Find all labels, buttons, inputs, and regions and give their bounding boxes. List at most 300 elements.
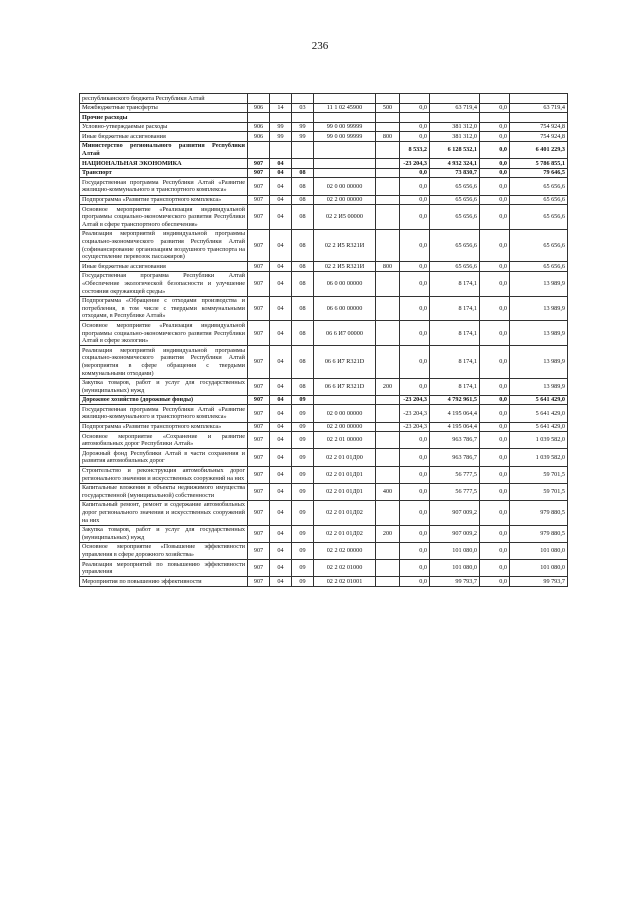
cell-subsection-code: [292, 159, 314, 169]
table-row: [80, 296, 568, 321]
cell-target-article-code: 06 6 И7 R321D: [314, 378, 376, 395]
cell-expense-type-code: 400: [376, 483, 400, 500]
row-name: Транспорт: [80, 168, 248, 178]
cell-section-code: [270, 113, 292, 123]
cell-amount-change-2: 0,0: [480, 229, 510, 261]
cell-target-article-code: 02 2 И5 R321И: [314, 229, 376, 261]
cell-amount-year-2: 754 924,8: [510, 122, 568, 132]
cell-amount-change: 0,0: [400, 178, 430, 195]
cell-amount-change-2: 0,0: [480, 178, 510, 195]
cell-ministry-code: 907: [248, 483, 270, 500]
cell-amount-year-2: 65 656,6: [510, 205, 568, 230]
cell-amount-change-2: 0,0: [480, 449, 510, 466]
cell-amount-change-2: 0,0: [480, 405, 510, 422]
cell-section-code: 04: [270, 159, 292, 169]
cell-subsection-code: 99: [292, 132, 314, 142]
cell-target-article-code: 99 0 00 99999: [314, 132, 376, 142]
cell-expense-type-code: [376, 422, 400, 432]
cell-amount-year-1: 381 312,0: [430, 132, 480, 142]
cell-section-code: 04: [270, 229, 292, 261]
row-name: Капитальный ремонт, ремонт и содержание автомобильных дорог регионального значения и искусственных сооружений на них: [80, 500, 248, 525]
cell-amount-year-1: 963 786,7: [430, 449, 480, 466]
cell-amount-year-2: 6 401 229,3: [510, 141, 568, 158]
cell-expense-type-code: [376, 321, 400, 346]
cell-amount-change-2: 0,0: [480, 378, 510, 395]
cell-amount-change: 0,0: [400, 229, 430, 261]
cell-expense-type-code: [376, 395, 400, 405]
cell-section-code: 99: [270, 122, 292, 132]
cell-amount-change: 0,0: [400, 449, 430, 466]
cell-expense-type-code: [376, 432, 400, 449]
cell-ministry-code: 907: [248, 432, 270, 449]
table-row: [80, 178, 568, 195]
cell-subsection-code: 09: [292, 466, 314, 483]
cell-amount-change-2: 0,0: [480, 422, 510, 432]
cell-subsection-code: [292, 94, 314, 104]
table-row: [80, 168, 568, 178]
cell-amount-change-2: 0,0: [480, 103, 510, 113]
cell-subsection-code: 08: [292, 195, 314, 205]
cell-amount-year-2: 65 656,6: [510, 178, 568, 195]
cell-target-article-code: [314, 395, 376, 405]
cell-target-article-code: 06 6 И7 00000: [314, 321, 376, 346]
cell-expense-type-code: [376, 195, 400, 205]
cell-subsection-code: 09: [292, 542, 314, 559]
cell-subsection-code: 09: [292, 422, 314, 432]
cell-amount-change: [400, 94, 430, 104]
cell-ministry-code: [248, 113, 270, 123]
cell-subsection-code: 09: [292, 432, 314, 449]
cell-section-code: 04: [270, 395, 292, 405]
cell-ministry-code: 907: [248, 205, 270, 230]
cell-amount-change: 0,0: [400, 103, 430, 113]
row-name: Подпрограмма «Развитие транспортного комплекса»: [80, 422, 248, 432]
cell-amount-year-1: [430, 94, 480, 104]
cell-amount-change-2: 0,0: [480, 122, 510, 132]
row-name: Закупка товаров, работ и услуг для государственных (муниципальных) нужд: [80, 378, 248, 395]
cell-expense-type-code: [376, 205, 400, 230]
table-row: [80, 378, 568, 395]
budget-table-body: [80, 94, 568, 587]
cell-expense-type-code: [376, 94, 400, 104]
row-name: Межбюджетные трансферты: [80, 103, 248, 113]
cell-amount-change-2: 0,0: [480, 168, 510, 178]
cell-expense-type-code: 200: [376, 525, 400, 542]
cell-target-article-code: 11 1 02 45900: [314, 103, 376, 113]
cell-section-code: 04: [270, 262, 292, 272]
table-row: [80, 141, 568, 158]
cell-section-code: 04: [270, 483, 292, 500]
row-name: Подпрограмма «Развитие транспортного комплекса»: [80, 195, 248, 205]
cell-amount-year-2: 979 880,5: [510, 525, 568, 542]
cell-amount-change-2: 0,0: [480, 132, 510, 142]
table-row: [80, 577, 568, 587]
cell-target-article-code: [314, 168, 376, 178]
cell-amount-change: 0,0: [400, 483, 430, 500]
cell-amount-change-2: 0,0: [480, 432, 510, 449]
cell-amount-change: 0,0: [400, 271, 430, 296]
cell-ministry-code: 907: [248, 577, 270, 587]
cell-amount-year-1: 8 174,1: [430, 346, 480, 378]
cell-amount-change-2: 0,0: [480, 525, 510, 542]
cell-amount-change: 0,0: [400, 560, 430, 577]
cell-target-article-code: 02 2 01 00000: [314, 432, 376, 449]
table-row: [80, 422, 568, 432]
cell-subsection-code: [292, 141, 314, 158]
cell-amount-change: 0,0: [400, 296, 430, 321]
cell-target-article-code: 99 0 00 99999: [314, 122, 376, 132]
row-name: Мероприятия по повышению эффективности: [80, 577, 248, 587]
cell-amount-change: 0,0: [400, 466, 430, 483]
cell-ministry-code: 907: [248, 195, 270, 205]
cell-expense-type-code: [376, 346, 400, 378]
cell-section-code: 04: [270, 449, 292, 466]
cell-subsection-code: 08: [292, 229, 314, 261]
cell-amount-year-1: 8 174,1: [430, 378, 480, 395]
row-name: Реализация мероприятий индивидуальной программы социально-экономического развития Республики Алтай (софинансирование организациям воздушного транспорта на осуществление перевозок пассажиров): [80, 229, 248, 261]
row-name: республиканского бюджета Республики Алтай: [80, 94, 248, 104]
cell-amount-change-2: 0,0: [480, 466, 510, 483]
cell-amount-year-1: 56 777,5: [430, 466, 480, 483]
cell-amount-change: -23 204,3: [400, 159, 430, 169]
cell-expense-type-code: [376, 500, 400, 525]
cell-section-code: 99: [270, 132, 292, 142]
cell-section-code: 04: [270, 500, 292, 525]
cell-amount-year-2: 65 656,6: [510, 262, 568, 272]
cell-amount-year-2: 59 701,5: [510, 483, 568, 500]
cell-ministry-code: 907: [248, 296, 270, 321]
cell-section-code: 04: [270, 466, 292, 483]
cell-amount-change: 0,0: [400, 500, 430, 525]
cell-target-article-code: 06 6 И7 R321D: [314, 346, 376, 378]
cell-amount-change-2: 0,0: [480, 271, 510, 296]
cell-amount-year-1: 65 656,6: [430, 229, 480, 261]
cell-ministry-code: 907: [248, 560, 270, 577]
cell-amount-change: -23 204,3: [400, 422, 430, 432]
cell-amount-year-2: 1 039 582,0: [510, 449, 568, 466]
cell-amount-change-2: 0,0: [480, 542, 510, 559]
cell-amount-year-1: 4 792 961,5: [430, 395, 480, 405]
cell-amount-year-1: 8 174,1: [430, 296, 480, 321]
cell-amount-year-1: 907 009,2: [430, 500, 480, 525]
table-row: [80, 271, 568, 296]
cell-amount-change: 0,0: [400, 525, 430, 542]
cell-amount-year-1: 65 656,6: [430, 262, 480, 272]
cell-section-code: 04: [270, 168, 292, 178]
cell-amount-year-1: 4 195 064,4: [430, 422, 480, 432]
table-row: [80, 432, 568, 449]
row-name: Закупка товаров, работ и услуг для государственных (муниципальных) нужд: [80, 525, 248, 542]
table-row: [80, 395, 568, 405]
cell-amount-year-1: 6 128 532,1: [430, 141, 480, 158]
table-row: [80, 122, 568, 132]
cell-amount-year-1: 73 830,7: [430, 168, 480, 178]
row-name: Иные бюджетные ассигнования: [80, 132, 248, 142]
cell-expense-type-code: [376, 560, 400, 577]
cell-ministry-code: 907: [248, 262, 270, 272]
cell-amount-change: [400, 113, 430, 123]
cell-expense-type-code: [376, 466, 400, 483]
cell-section-code: 04: [270, 422, 292, 432]
cell-amount-year-2: 13 989,9: [510, 378, 568, 395]
cell-target-article-code: [314, 159, 376, 169]
cell-ministry-code: 907: [248, 271, 270, 296]
row-name: Реализация мероприятий по повышению эффективности управления: [80, 560, 248, 577]
cell-expense-type-code: [376, 113, 400, 123]
cell-subsection-code: 09: [292, 577, 314, 587]
row-name: Прочие расходы: [80, 113, 248, 123]
cell-amount-change: 0,0: [400, 432, 430, 449]
cell-amount-year-2: 979 880,5: [510, 500, 568, 525]
cell-amount-change: -23 204,3: [400, 405, 430, 422]
cell-subsection-code: 09: [292, 449, 314, 466]
row-name: НАЦИОНАЛЬНАЯ ЭКОНОМИКА: [80, 159, 248, 169]
table-row: [80, 229, 568, 261]
cell-expense-type-code: [376, 122, 400, 132]
cell-section-code: 04: [270, 405, 292, 422]
cell-target-article-code: 02 2 01 01Д02: [314, 500, 376, 525]
cell-amount-year-2: 1 039 582,0: [510, 432, 568, 449]
cell-amount-change: 0,0: [400, 577, 430, 587]
cell-subsection-code: 08: [292, 262, 314, 272]
cell-target-article-code: 02 2 02 01000: [314, 560, 376, 577]
cell-section-code: 04: [270, 577, 292, 587]
cell-expense-type-code: [376, 577, 400, 587]
page-number: 236: [311, 40, 329, 52]
cell-section-code: 04: [270, 296, 292, 321]
cell-ministry-code: 907: [248, 178, 270, 195]
cell-amount-change-2: [480, 94, 510, 104]
cell-amount-year-1: 65 656,6: [430, 205, 480, 230]
budget-table: [79, 93, 568, 587]
cell-ministry-code: 907: [248, 525, 270, 542]
table-row: [80, 483, 568, 500]
cell-expense-type-code: 800: [376, 262, 400, 272]
cell-subsection-code: 08: [292, 178, 314, 195]
cell-section-code: 04: [270, 195, 292, 205]
table-row: [80, 321, 568, 346]
table-row: [80, 94, 568, 104]
cell-amount-change-2: 0,0: [480, 577, 510, 587]
cell-target-article-code: 02 2 00 00000: [314, 422, 376, 432]
cell-ministry-code: [248, 141, 270, 158]
cell-ministry-code: 907: [248, 395, 270, 405]
cell-subsection-code: 09: [292, 560, 314, 577]
row-name: Капитальные вложения в объекты недвижимого имущества государственной (муниципальной) собственности: [80, 483, 248, 500]
cell-ministry-code: 907: [248, 422, 270, 432]
cell-section-code: 04: [270, 560, 292, 577]
cell-amount-year-2: 13 989,9: [510, 346, 568, 378]
table-row: [80, 500, 568, 525]
cell-ministry-code: 907: [248, 229, 270, 261]
cell-section-code: 04: [270, 271, 292, 296]
cell-amount-year-2: 101 080,0: [510, 542, 568, 559]
row-name: Государственная программа Республики Алтай «Обеспечение экологической безопасности и улучшение состояния окружающей среды»: [80, 271, 248, 296]
cell-amount-year-2: 63 719,4: [510, 103, 568, 113]
cell-amount-year-2: 5 641 429,0: [510, 405, 568, 422]
cell-subsection-code: 09: [292, 483, 314, 500]
row-name: Подпрограмма «Обращение с отходами производства и потребления, в том числе с твердыми коммунальными отходами, в Республике Алтай»: [80, 296, 248, 321]
cell-subsection-code: 08: [292, 346, 314, 378]
cell-section-code: [270, 141, 292, 158]
cell-subsection-code: 08: [292, 271, 314, 296]
cell-subsection-code: 08: [292, 296, 314, 321]
table-row: [80, 405, 568, 422]
cell-expense-type-code: [376, 542, 400, 559]
cell-amount-year-2: [510, 113, 568, 123]
cell-ministry-code: 907: [248, 542, 270, 559]
cell-amount-change: 0,0: [400, 542, 430, 559]
cell-amount-year-2: [510, 94, 568, 104]
table-row: [80, 195, 568, 205]
cell-amount-year-1: 63 719,4: [430, 103, 480, 113]
cell-amount-year-2: 13 989,9: [510, 271, 568, 296]
table-row: [80, 113, 568, 123]
row-name: Основное мероприятие «Реализация индивидуальной программы социально-экономического развития Республики Алтай в сфере транспортного обеспечения»: [80, 205, 248, 230]
row-name: Реализация мероприятий индивидуальной программы социально-экономического развития Республики Алтай (мероприятия в сфере обращения с твердыми коммунальными отходами): [80, 346, 248, 378]
cell-amount-change-2: 0,0: [480, 560, 510, 577]
cell-amount-change: 0,0: [400, 122, 430, 132]
cell-amount-year-1: 8 174,1: [430, 271, 480, 296]
cell-amount-change-2: [480, 113, 510, 123]
cell-expense-type-code: [376, 178, 400, 195]
cell-expense-type-code: [376, 271, 400, 296]
cell-subsection-code: 08: [292, 378, 314, 395]
cell-expense-type-code: [376, 159, 400, 169]
cell-amount-change-2: 0,0: [480, 296, 510, 321]
cell-subsection-code: 09: [292, 405, 314, 422]
cell-ministry-code: 907: [248, 346, 270, 378]
cell-target-article-code: 02 2 01 01Д00: [314, 449, 376, 466]
cell-section-code: 04: [270, 378, 292, 395]
cell-subsection-code: 09: [292, 525, 314, 542]
cell-target-article-code: 06 6 00 00000: [314, 296, 376, 321]
table-row: [80, 262, 568, 272]
row-name: Условно-утверждаемые расходы: [80, 122, 248, 132]
cell-section-code: 04: [270, 205, 292, 230]
cell-ministry-code: 907: [248, 466, 270, 483]
cell-amount-change: 0,0: [400, 378, 430, 395]
cell-amount-year-2: 13 989,9: [510, 321, 568, 346]
cell-ministry-code: 906: [248, 103, 270, 113]
cell-amount-change-2: 0,0: [480, 205, 510, 230]
cell-amount-change: 0,0: [400, 321, 430, 346]
cell-subsection-code: 03: [292, 103, 314, 113]
cell-ministry-code: 906: [248, 122, 270, 132]
cell-amount-year-1: 65 656,6: [430, 195, 480, 205]
row-name: Государственная программа Республики Алтай «Развитие жилищно-коммунального и транспортного комплекса»: [80, 178, 248, 195]
cell-amount-year-2: 65 656,6: [510, 195, 568, 205]
row-name: Основное мероприятие «Повышение эффективности управления в сфере дорожного хозяйства»: [80, 542, 248, 559]
cell-amount-change: 0,0: [400, 205, 430, 230]
cell-subsection-code: 08: [292, 205, 314, 230]
cell-amount-year-1: 101 080,0: [430, 560, 480, 577]
cell-amount-year-1: 101 080,0: [430, 542, 480, 559]
cell-amount-year-2: 5 641 429,0: [510, 422, 568, 432]
cell-subsection-code: 99: [292, 122, 314, 132]
cell-expense-type-code: [376, 229, 400, 261]
cell-target-article-code: 02 2 01 01Д02: [314, 525, 376, 542]
cell-expense-type-code: [376, 141, 400, 158]
cell-section-code: 04: [270, 178, 292, 195]
row-name: Министерство регионального развития Республики Алтай: [80, 141, 248, 158]
cell-ministry-code: 907: [248, 405, 270, 422]
cell-amount-change: 8 533,2: [400, 141, 430, 158]
cell-section-code: 14: [270, 103, 292, 113]
cell-amount-year-1: 8 174,1: [430, 321, 480, 346]
cell-section-code: 04: [270, 432, 292, 449]
cell-expense-type-code: [376, 405, 400, 422]
table-row: [80, 560, 568, 577]
cell-section-code: 04: [270, 542, 292, 559]
row-name: Основное мероприятие «Реализация индивидуальной программы социально-экономического развития Республики Алтай в сфере экологии»: [80, 321, 248, 346]
table-row: [80, 205, 568, 230]
cell-target-article-code: 02 2 01 01Д01: [314, 466, 376, 483]
cell-ministry-code: 906: [248, 132, 270, 142]
cell-subsection-code: 08: [292, 168, 314, 178]
cell-amount-change: 0,0: [400, 346, 430, 378]
cell-ministry-code: 907: [248, 449, 270, 466]
cell-section-code: 04: [270, 525, 292, 542]
cell-target-article-code: [314, 94, 376, 104]
row-name: Основное мероприятие «Сохранение и развитие автомобильных дорог Республики Алтай»: [80, 432, 248, 449]
cell-subsection-code: [292, 113, 314, 123]
cell-amount-change-2: 0,0: [480, 321, 510, 346]
row-name: Дорожное хозяйство (дорожные фонды): [80, 395, 248, 405]
cell-amount-change: 0,0: [400, 262, 430, 272]
cell-subsection-code: 09: [292, 395, 314, 405]
cell-section-code: [270, 94, 292, 104]
cell-amount-year-1: 963 786,7: [430, 432, 480, 449]
row-name: Государственная программа Республики Алтай «Развитие жилищно-коммунального и транспортного комплекса»: [80, 405, 248, 422]
cell-target-article-code: 02 0 00 00000: [314, 405, 376, 422]
cell-amount-year-2: 99 793,7: [510, 577, 568, 587]
cell-ministry-code: 907: [248, 378, 270, 395]
table-row: [80, 132, 568, 142]
table-row: [80, 346, 568, 378]
cell-ministry-code: 907: [248, 321, 270, 346]
cell-amount-change-2: 0,0: [480, 195, 510, 205]
table-row: [80, 466, 568, 483]
cell-amount-change: -23 204,3: [400, 395, 430, 405]
cell-amount-year-2: 101 080,0: [510, 560, 568, 577]
cell-target-article-code: [314, 113, 376, 123]
cell-expense-type-code: [376, 449, 400, 466]
cell-amount-year-1: 907 009,2: [430, 525, 480, 542]
cell-target-article-code: 06 0 00 00000: [314, 271, 376, 296]
table-row: [80, 449, 568, 466]
cell-amount-change: 0,0: [400, 132, 430, 142]
cell-subsection-code: 08: [292, 321, 314, 346]
cell-ministry-code: 907: [248, 168, 270, 178]
cell-amount-year-2: 5 641 429,0: [510, 395, 568, 405]
table-row: [80, 103, 568, 113]
cell-amount-change-2: 0,0: [480, 262, 510, 272]
cell-ministry-code: 907: [248, 500, 270, 525]
row-name: Строительство и реконструкция автомобильных дорог регионального значения и искусственных сооружений на них: [80, 466, 248, 483]
cell-amount-change: 0,0: [400, 168, 430, 178]
cell-target-article-code: [314, 141, 376, 158]
cell-amount-year-2: 13 989,9: [510, 296, 568, 321]
cell-expense-type-code: 800: [376, 132, 400, 142]
cell-amount-change-2: 0,0: [480, 395, 510, 405]
cell-amount-year-1: 99 793,7: [430, 577, 480, 587]
cell-amount-year-1: 56 777,5: [430, 483, 480, 500]
row-name: Дорожный фонд Республики Алтай в части сохранения и развития автомобильных дорог: [80, 449, 248, 466]
cell-target-article-code: 02 2 И5 00000: [314, 205, 376, 230]
cell-target-article-code: 02 2 01 01Д01: [314, 483, 376, 500]
cell-amount-year-1: 4 195 064,4: [430, 405, 480, 422]
